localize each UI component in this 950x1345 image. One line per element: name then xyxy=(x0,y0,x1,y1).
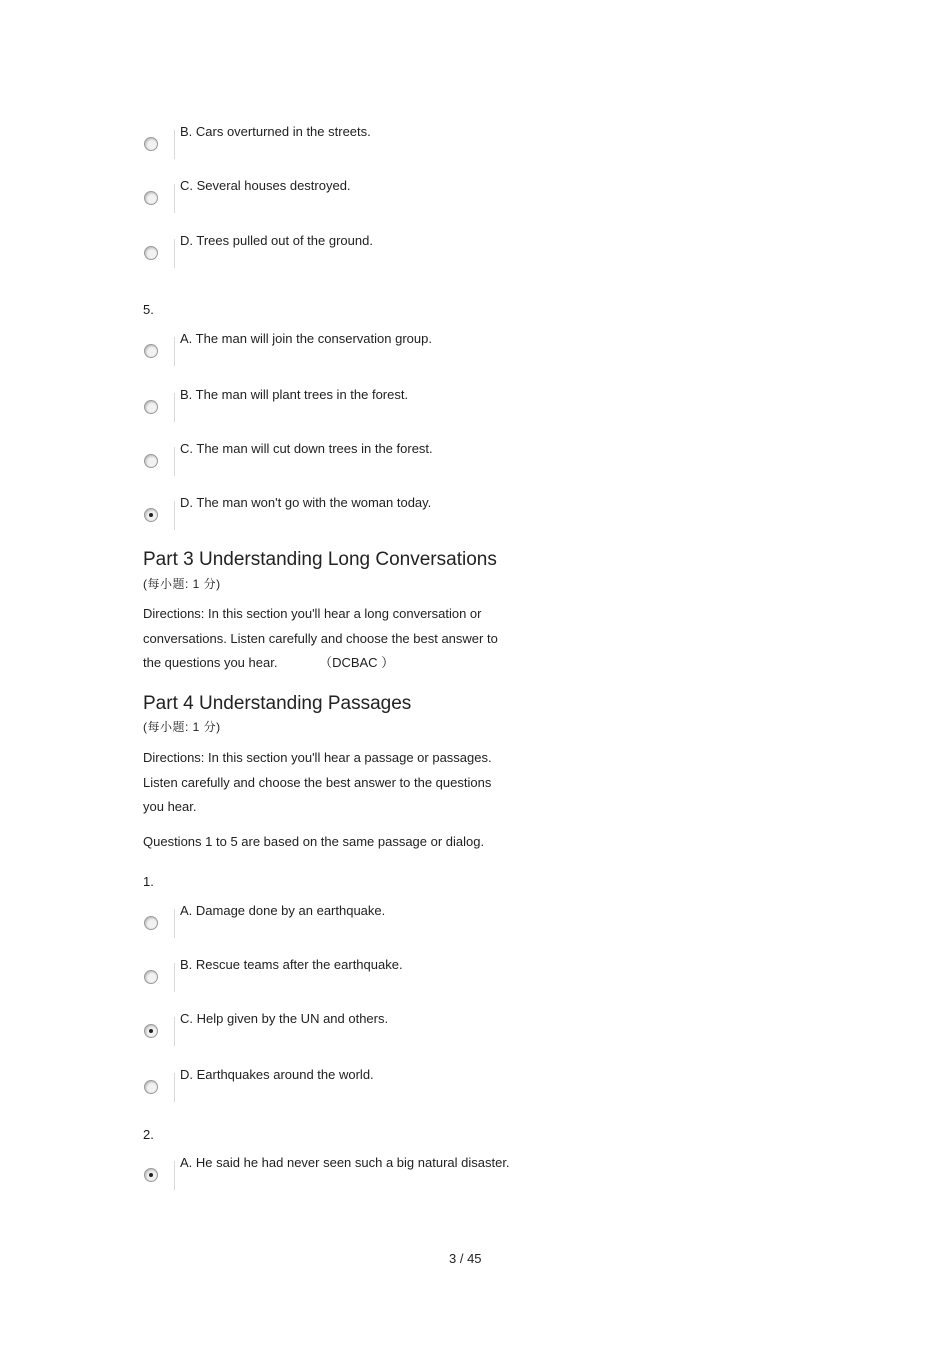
option-label: B. Cars overturned in the streets. xyxy=(180,124,371,139)
part3-score: (每小题: 1 分) xyxy=(143,577,221,591)
option-label: A. The man will join the conservation group. xyxy=(180,331,432,346)
radio-button-icon[interactable] xyxy=(144,191,158,205)
answer-key: （DCBAC ） xyxy=(319,655,395,670)
divider xyxy=(174,1073,175,1102)
p4q1-option-d[interactable] xyxy=(143,1067,703,1103)
option-label: D. Earthquakes around the world. xyxy=(180,1067,374,1082)
q4-option-c[interactable] xyxy=(143,178,703,214)
divider xyxy=(174,393,175,422)
q4-option-d[interactable] xyxy=(143,233,703,269)
part3-title: Part 3 Understanding Long Conversations xyxy=(143,549,497,570)
option-label: D. The man won't go with the woman today. xyxy=(180,495,432,510)
radio-button-icon[interactable] xyxy=(144,1080,158,1094)
radio-button-icon[interactable] xyxy=(144,137,158,151)
p4q1-option-c[interactable] xyxy=(143,1011,703,1047)
radio-button-icon[interactable] xyxy=(144,400,158,414)
p4q1-option-b[interactable] xyxy=(143,957,703,993)
divider xyxy=(174,1161,175,1190)
radio-button-icon[interactable] xyxy=(144,916,158,930)
radio-button-selected-icon[interactable] xyxy=(144,508,158,522)
option-label: C. Help given by the UN and others. xyxy=(180,1011,389,1026)
option-label: A. Damage done by an earthquake. xyxy=(180,903,386,918)
divider xyxy=(174,130,175,159)
directions-text: the questions you hear. xyxy=(143,655,278,670)
q5-option-d[interactable] xyxy=(143,495,703,531)
part3-directions xyxy=(143,602,538,676)
directions-line: conversations. Listen carefully and choose the best answer to xyxy=(143,630,498,646)
divider xyxy=(174,909,175,938)
radio-button-icon[interactable] xyxy=(144,454,158,468)
divider xyxy=(174,963,175,992)
directions-line: you hear. xyxy=(143,799,197,814)
p4q2-option-a[interactable] xyxy=(143,1155,703,1191)
option-label: B. The man will plant trees in the forest. xyxy=(180,387,409,402)
q5-option-c[interactable] xyxy=(143,441,703,477)
directions-line: Directions: In this section you'll hear a passage or passages. xyxy=(143,750,492,765)
radio-button-selected-icon[interactable] xyxy=(144,1168,158,1182)
divider xyxy=(174,501,175,530)
radio-button-icon[interactable] xyxy=(144,970,158,984)
q4-option-b[interactable] xyxy=(143,124,703,160)
question-number: 5. xyxy=(143,302,154,317)
option-label: A. He said he had never seen such a big natural disaster. xyxy=(180,1155,510,1170)
option-label: C. Several houses destroyed. xyxy=(180,178,351,193)
radio-button-icon[interactable] xyxy=(144,344,158,358)
part4-score: (每小题: 1 分) xyxy=(143,720,221,734)
part4-title: Part 4 Understanding Passages xyxy=(143,693,412,714)
divider xyxy=(174,239,175,268)
divider xyxy=(174,447,175,476)
divider xyxy=(174,184,175,213)
option-label: B. Rescue teams after the earthquake. xyxy=(180,957,403,972)
directions-line: Listen carefully and choose the best answer to the questions xyxy=(143,774,492,790)
option-label: C. The man will cut down trees in the forest. xyxy=(180,441,433,456)
q5-option-b[interactable] xyxy=(143,387,703,423)
page-number: 3 / 45 xyxy=(449,1251,482,1266)
radio-button-icon[interactable] xyxy=(144,246,158,260)
divider xyxy=(174,1017,175,1046)
part4-directions xyxy=(143,746,538,820)
q5-option-a[interactable] xyxy=(143,331,703,367)
question-number: 2. xyxy=(143,1127,154,1142)
option-label: D. Trees pulled out of the ground. xyxy=(180,233,373,248)
part4-note: Questions 1 to 5 are based on the same passage or dialog. xyxy=(143,834,485,849)
directions-line xyxy=(143,651,538,676)
question-number: 1. xyxy=(143,874,154,889)
radio-button-selected-icon[interactable] xyxy=(144,1024,158,1038)
directions-line: Directions: In this section you'll hear a long conversation or xyxy=(143,606,482,621)
divider xyxy=(174,337,175,366)
p4q1-option-a[interactable] xyxy=(143,903,703,939)
